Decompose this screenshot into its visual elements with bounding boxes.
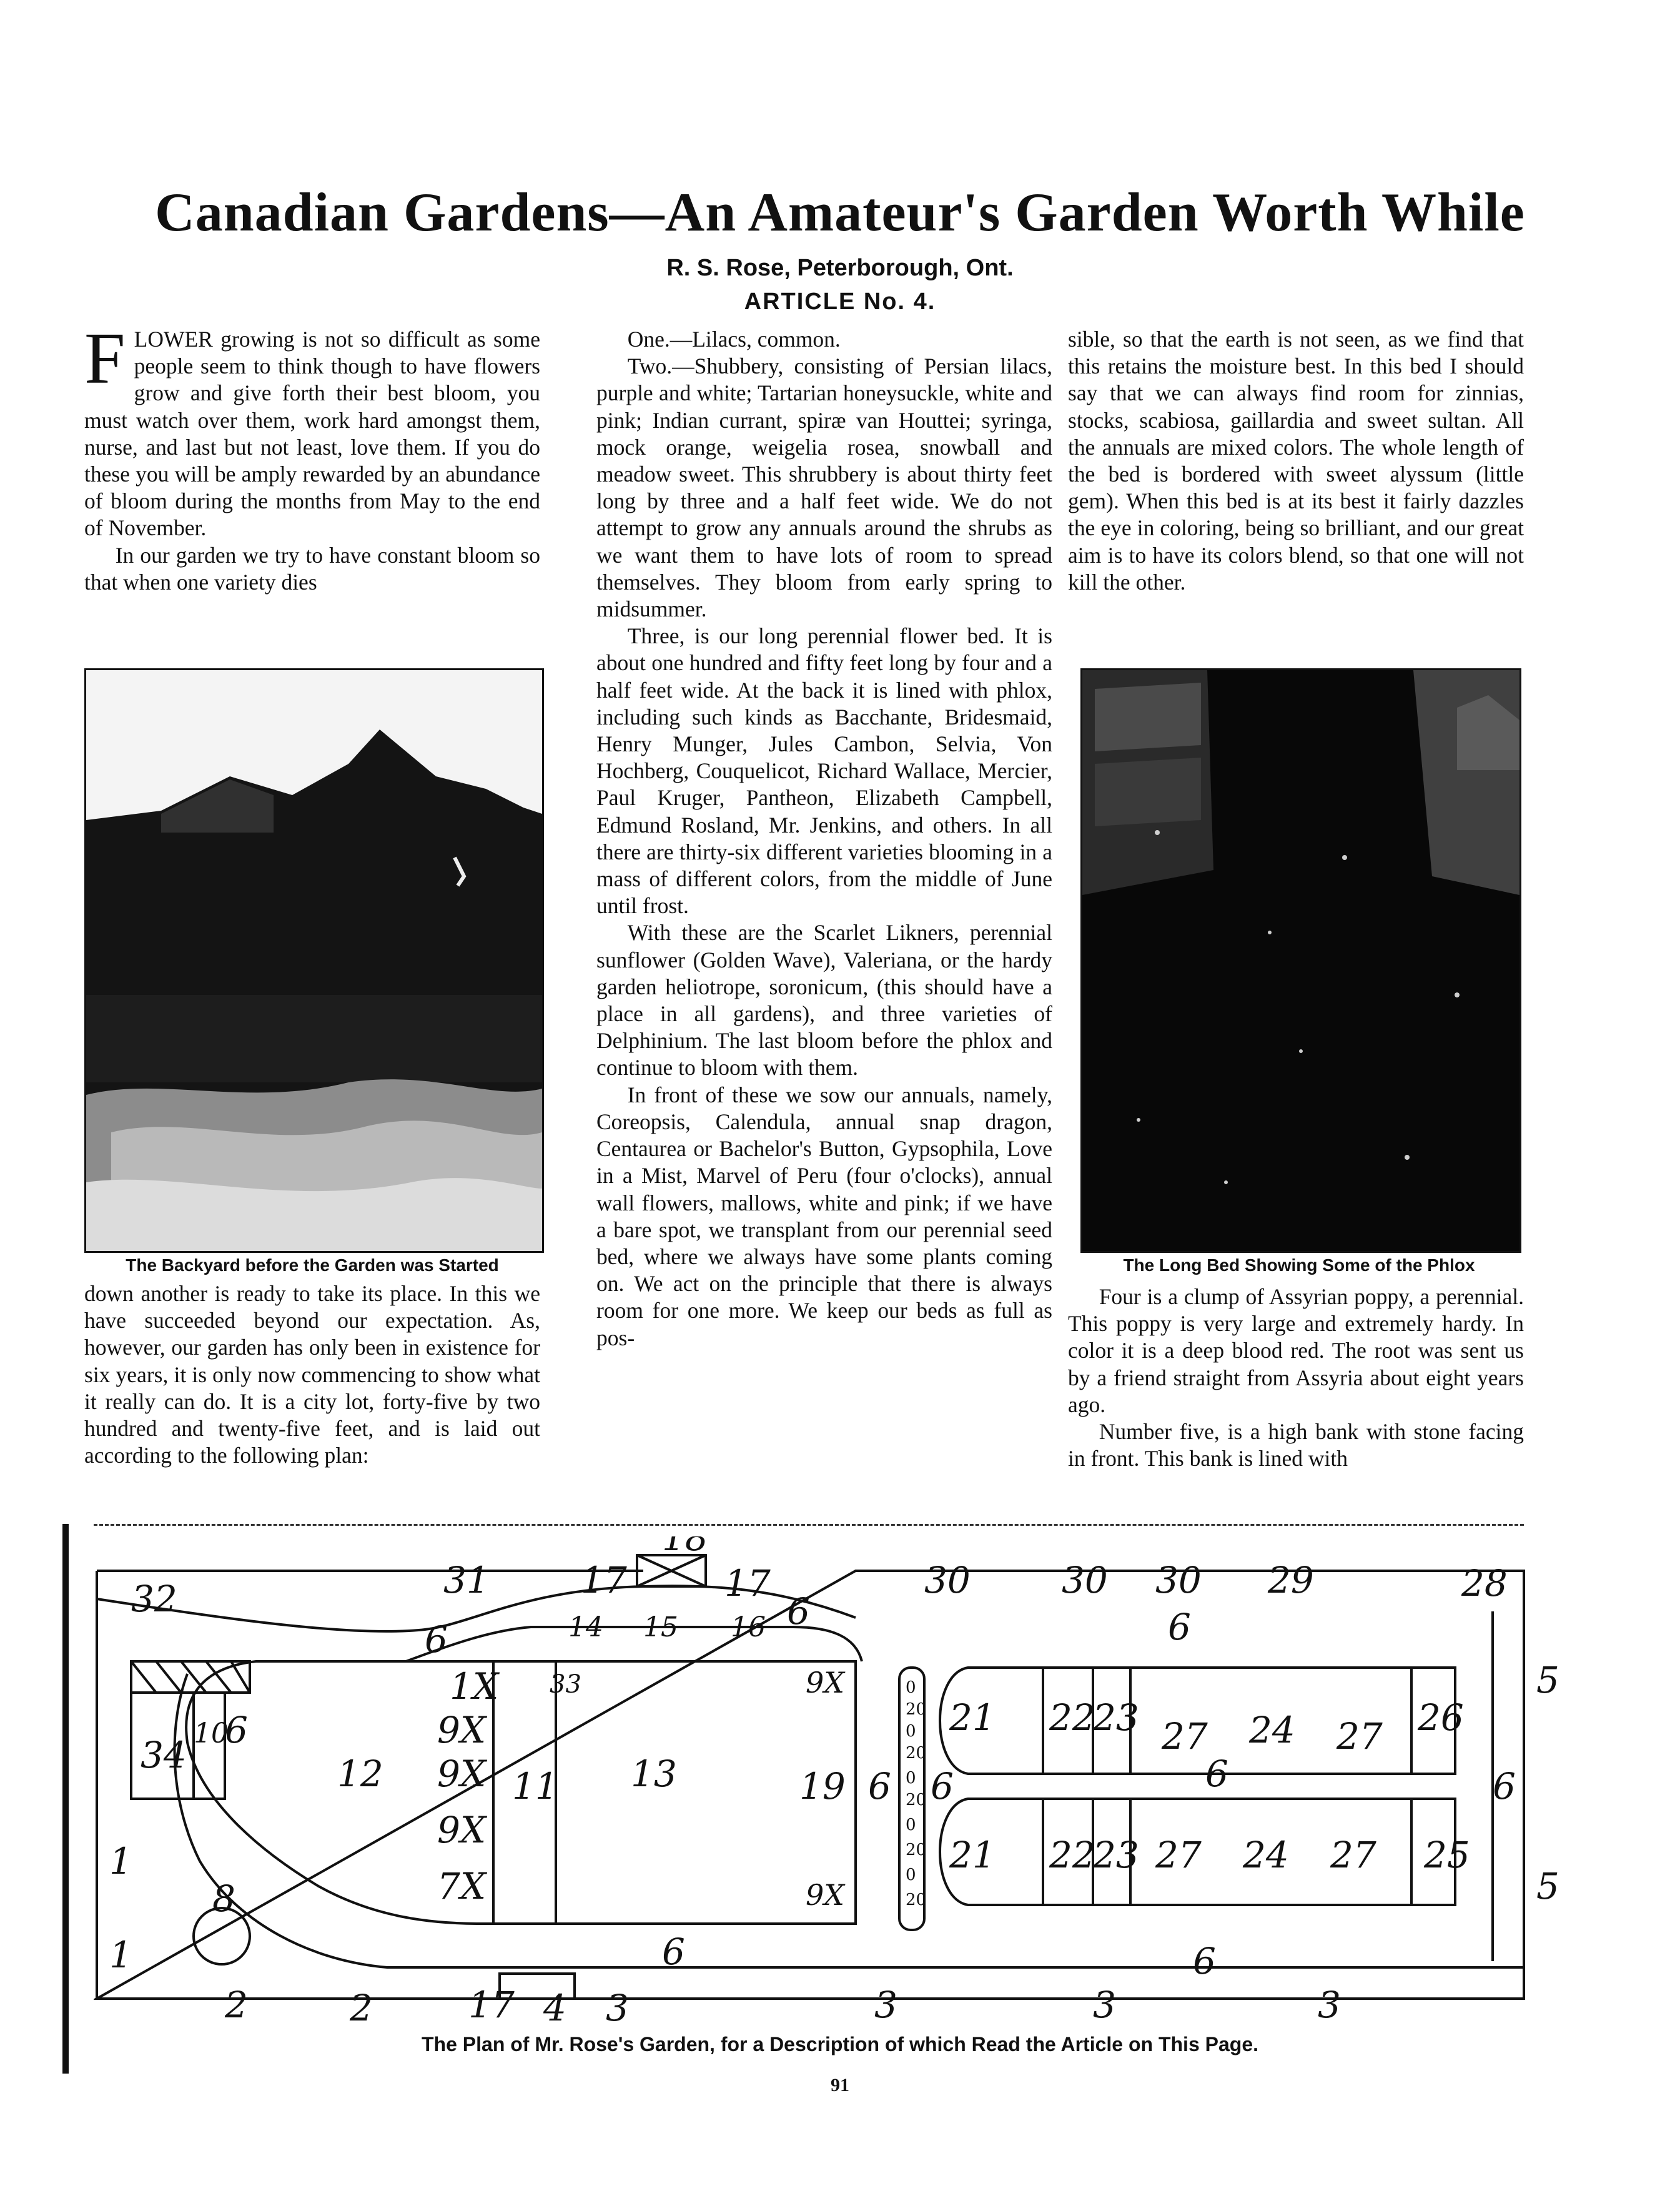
plan-label: 14: [568, 1611, 603, 1643]
plan-label: 13: [631, 1753, 677, 1795]
svg-text:0: 0: [906, 1769, 916, 1788]
svg-text:0: 0: [906, 1722, 916, 1741]
plan-label: 6: [1493, 1765, 1516, 1808]
column-3-top: [1068, 326, 1524, 596]
intro-paragraph: [84, 317, 540, 542]
plan-label: 30: [1155, 1559, 1202, 1601]
intro-text: LOWER growing is not so difficult as some people seem to think though to have flowers grow and give forth their best bloom, you must watch over them, work hard amongst them, nurse, and last but not least, love them. If you do these you will be amply rewarded by an abundance of bloom during the months from May to the end of November.: [84, 327, 540, 541]
plan-label: 9X: [437, 1809, 487, 1851]
svg-text:20: 20: [906, 1841, 927, 1859]
page-number: 91: [831, 2075, 849, 2095]
plan-label: 24: [1249, 1709, 1295, 1751]
backyard-photo: [84, 668, 544, 1253]
plan-label: 27: [1337, 1715, 1383, 1758]
plan-label: 27: [1162, 1715, 1208, 1758]
section-divider: [94, 1524, 1524, 1526]
plan-label: 29: [1268, 1559, 1314, 1601]
svg-text:0: 0: [906, 1816, 916, 1834]
svg-text:20: 20: [906, 1791, 927, 1809]
plan-label: 34: [141, 1734, 187, 1776]
svg-text:20: 20: [906, 1744, 927, 1763]
plan-label: 3: [1318, 1984, 1341, 2024]
plan-label: 17: [724, 1562, 771, 1605]
svg-text:20: 20: [906, 1891, 927, 1909]
plan-label: 15: [643, 1611, 678, 1643]
long-bed-photo-image: [1082, 670, 1519, 1251]
plan-label: 6: [931, 1765, 954, 1808]
plan-label: 31: [443, 1559, 490, 1601]
plan-label: 18: [662, 1536, 708, 1559]
plan-label: 24: [1243, 1834, 1289, 1876]
drop-cap: F: [84, 317, 126, 399]
plan-caption: The Plan of Mr. Rose's Garden, for a Description of which Read the Article on This Page.: [422, 2033, 1258, 2055]
paragraph: With these are the Scarlet Likners, perennial sunflower (Golden Wave), Valeriana, or the hardy garden heliotrope, soronicum, (this should have a place in all gardens), and three varieties of Delphinium. The last bloom before the phlox and continue to bloom with them.: [596, 920, 1052, 1081]
plan-label: 22: [1049, 1834, 1095, 1876]
plan-label: 1X: [450, 1665, 499, 1708]
column-2: [596, 326, 1052, 1352]
plan-label: 27: [1330, 1834, 1376, 1876]
plan-label: 27: [1155, 1834, 1202, 1876]
plan-label: 4: [543, 1987, 566, 2024]
plan-label: 6: [425, 1618, 448, 1661]
plan-label: 5: [1536, 1659, 1559, 1701]
plan-label: 25: [1424, 1834, 1470, 1876]
backyard-photo-caption: The Backyard before the Garden was Started: [126, 1255, 499, 1275]
plan-label: 21: [949, 1696, 996, 1739]
long-bed-photo: [1080, 668, 1521, 1253]
plan-label: 30: [924, 1559, 971, 1601]
plan-label: 5: [1536, 1865, 1559, 1907]
svg-text:0: 0: [906, 1866, 916, 1884]
plan-label: 6: [868, 1765, 891, 1808]
byline: R. S. Rose, Peterborough, Ont.: [666, 255, 1014, 281]
plan-label: 30: [1062, 1559, 1108, 1601]
plan-label: 9X: [437, 1753, 487, 1795]
plan-label: 1: [109, 1840, 132, 1882]
column-3-bottom: [1068, 1283, 1524, 1472]
plan-label: 26: [1418, 1696, 1464, 1739]
plan-label: 28: [1461, 1562, 1508, 1605]
plan-label: 6: [787, 1590, 810, 1633]
plan-label: 9X: [437, 1709, 487, 1751]
plan-label: 7X: [437, 1865, 487, 1907]
plan-label: 23: [1093, 1696, 1139, 1739]
paragraph: Four is a clump of Assyrian poppy, a perennial. This poppy is very large and extremely hardy. In color it is a deep blood red. The root was sent us by a friend straight from Assyria about eight years ago.: [1068, 1284, 1524, 1417]
garden-plan-drawing: [94, 1536, 1580, 2024]
plan-label: 8: [212, 1877, 235, 1920]
plan-label: 22: [1049, 1696, 1095, 1739]
paragraph: In our garden we try to have constant bloom so that when one variety dies: [84, 542, 540, 595]
plan-label: 1: [109, 1934, 132, 1976]
plan-label: 9X: [806, 1666, 845, 1699]
plan-label: 16: [731, 1611, 766, 1643]
garden-plan: [94, 1536, 1580, 2024]
backyard-photo-image: [86, 670, 542, 1251]
paragraph: Three, is our long perennial flower bed. It is about one hundred and fifty feet long by four and a half feet wide. At the back it is lined with phlox, including such kinds as Bacchante, Bridesmaid, Henry Munger, Jules Cambon, Selvia, Von Hochberg, Couquelicot, Richard Wallace, Mercier, Paul Kruger, Pantheon, Elizabeth Campbell, Edmund Rosland, Mr. Jenkins, and others. In all there are thirty-six different varieties blooming in a mass of different colors, from the middle of June until frost.: [596, 623, 1052, 919]
article-number: ARTICLE No. 4.: [744, 289, 936, 315]
plan-label: 23: [1093, 1834, 1139, 1876]
plan-label: 21: [949, 1834, 996, 1876]
plan-label: 6: [662, 1931, 685, 1973]
plan-label: 33: [550, 1670, 581, 1699]
paragraph: In front of these we sow our annuals, namely, Coreopsis, Calendula, annual snap dragon, Centaurea or Bachelor's Button, Gypsophila, Love in a Mist, Marvel of Peru (four o'clocks), annual wall flowers, mallows, white and pink; if we have a bare spot, we transplant from our perennial seed bed, where we always have some plants coming on. We act on the principle that there is always room for one more. We keep our beds as full as pos-: [596, 1082, 1052, 1350]
svg-text:0: 0: [906, 1678, 916, 1697]
paragraph: One.—Lilacs, common.: [627, 327, 841, 352]
paragraph: down another is ready to take its place. In this we have succeeded beyond our expectation. As, however, our garden has only been in existence for six years, it is only now commencing to show what it really can do. It is a city lot, forty-five by two hundred and twenty-five feet, and is laid out according to the following plan:: [84, 1281, 540, 1468]
plan-label: 19: [799, 1765, 846, 1808]
plan-label: 6: [1205, 1753, 1228, 1795]
svg-text:20: 20: [906, 1700, 927, 1719]
margin-bar: [62, 1524, 69, 2074]
plan-label: 32: [131, 1578, 177, 1620]
plan-label: 6: [225, 1709, 248, 1751]
plan-label: 3: [1093, 1984, 1116, 2024]
plan-label: 17: [468, 1984, 515, 2024]
plan-label: 6: [1168, 1606, 1191, 1648]
article-title: Canadian Gardens—An Amateur's Garden Worth While: [155, 182, 1525, 243]
plan-label: 17: [581, 1559, 627, 1601]
column-1-top: [84, 317, 540, 596]
plan-label: 6: [1193, 1940, 1216, 1982]
paragraph: Two.—Shubbery, consisting of Persian lilacs, purple and white; Tartarian honeysuckle, white and pink; Indian currant, spiræ van Houttei; syringa, mock orange, weigelia rosea, snowball and meadow sweet. This shrubbery is about thirty feet long by three and a half feet wide. We do not attempt to grow any annuals around the shrubs as we want them to have lots of room to spread themselves. They bloom from early spring to midsummer.: [596, 354, 1052, 622]
paragraph: sible, so that the earth is not seen, as we find that this retains the moisture best. In this bed I should say that we can always find room for zinnias, stocks, scabiosa, gaillardia and sweet sultan. All the annuals are mixed colors. The whole length of the bed is bordered with sweet alyssum (little gem). When this bed is at its best it fairly dazzles the eye in coloring, being so brilliant, and our great aim is to have its colors blend, so that one will not kill the other.: [1068, 327, 1524, 595]
plan-label: 3: [874, 1984, 897, 2024]
plan-label: 9X: [806, 1878, 845, 1912]
plan-label: 2: [350, 1987, 373, 2024]
paragraph: Number five, is a high bank with stone facing in front. This bank is lined with: [1068, 1419, 1524, 1471]
plan-label: 10: [194, 1718, 229, 1749]
plan-label: 2: [225, 1984, 248, 2024]
plan-label: 3: [606, 1987, 629, 2024]
plan-label: 11: [512, 1765, 558, 1808]
long-bed-photo-caption: The Long Bed Showing Some of the Phlox: [1123, 1255, 1475, 1275]
column-1-bottom: [84, 1280, 540, 1469]
plan-label: 12: [337, 1753, 383, 1795]
